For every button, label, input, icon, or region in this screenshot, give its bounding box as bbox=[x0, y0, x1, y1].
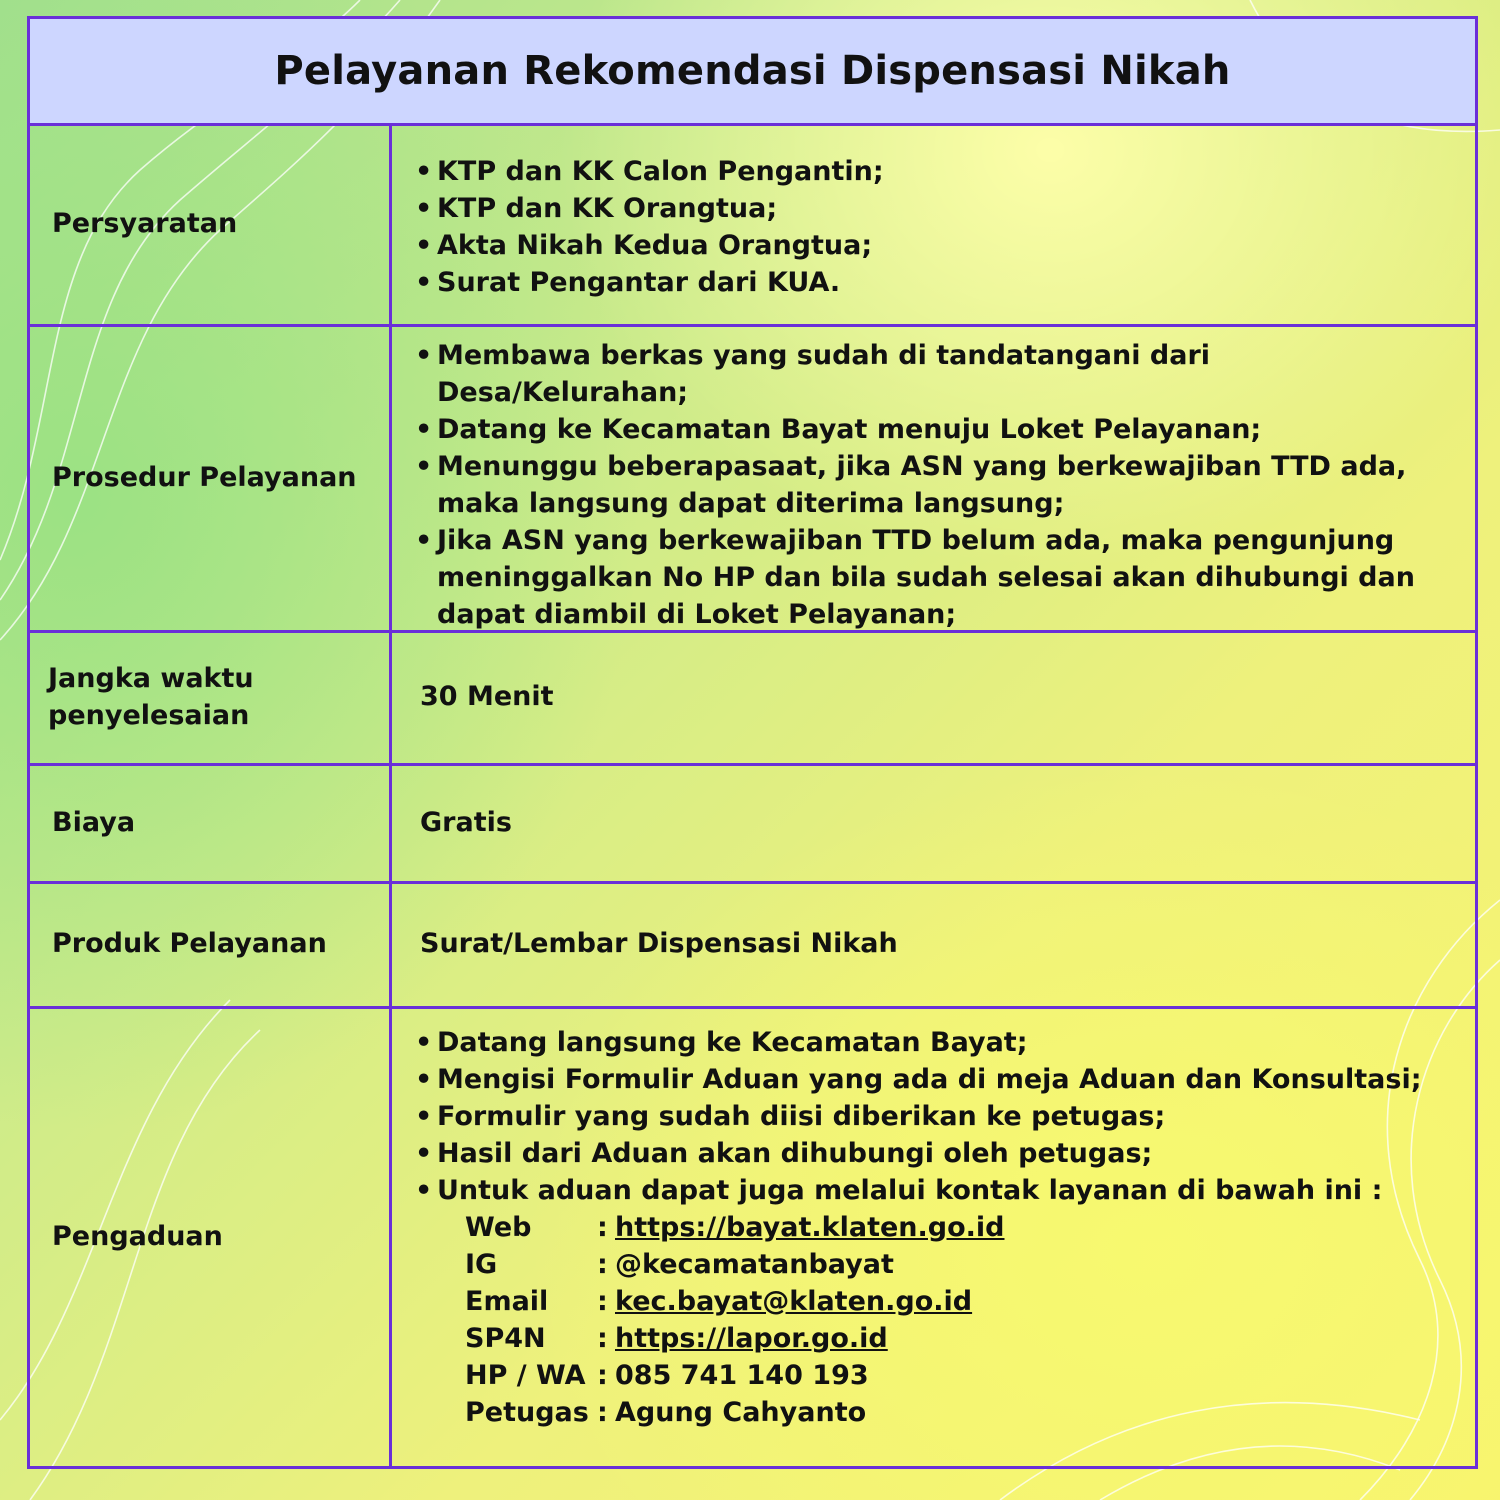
row-value-jangka-waktu bbox=[395, 630, 1475, 763]
list-item: • Akta Nikah Kedua Orangtua; bbox=[415, 227, 1455, 264]
row-label-jangka-waktu: Jangka waktu penyelesaian bbox=[30, 630, 392, 763]
contact-row-web bbox=[465, 1209, 1005, 1246]
title-row bbox=[30, 19, 1475, 126]
contact-separator: : bbox=[597, 1323, 608, 1354]
contact-row-sp4n bbox=[465, 1320, 1005, 1357]
bullet-icon: • bbox=[415, 1101, 433, 1132]
contact-separator: : bbox=[597, 1360, 608, 1391]
page-title: Pelayanan Rekomendasi Dispensasi Nikah bbox=[274, 48, 1231, 94]
cost-value: Gratis bbox=[420, 806, 512, 838]
list-item: • Datang langsung ke Kecamatan Bayat; bbox=[415, 1024, 1455, 1061]
list-item: • Menunggu beberapasaat, jika ASN yang berkewajiban TTD ada, maka langsung dapat diterima langsung; bbox=[415, 448, 1455, 522]
list-item: • Untuk aduan dapat juga melalui kontak layanan di bawah ini : bbox=[415, 1172, 1455, 1209]
service-info-table bbox=[27, 16, 1478, 1469]
instagram-handle: @kecamatanbayat bbox=[615, 1249, 894, 1280]
row-pengaduan bbox=[30, 1006, 1475, 1466]
bullet-icon: • bbox=[415, 230, 433, 261]
officer-name: Agung Cahyanto bbox=[615, 1397, 867, 1428]
bullet-icon: • bbox=[415, 193, 433, 224]
row-jangka-waktu bbox=[30, 630, 1475, 766]
row-value-pengaduan bbox=[395, 1006, 1475, 1466]
bullet-icon: • bbox=[415, 340, 433, 371]
bullet-icon: • bbox=[415, 1175, 433, 1206]
contact-list bbox=[465, 1209, 1005, 1431]
list-item: • Mengisi Formulir Aduan yang ada di meja Aduan dan Konsultasi; bbox=[415, 1061, 1455, 1098]
row-value-biaya bbox=[395, 763, 1475, 881]
bullet-icon: • bbox=[415, 267, 433, 298]
row-label-pengaduan: Pengaduan bbox=[30, 1006, 392, 1466]
row-persyaratan bbox=[30, 123, 1475, 327]
list-item: • KTP dan KK Calon Pengantin; bbox=[415, 153, 1455, 190]
contact-separator: : bbox=[597, 1397, 608, 1428]
contact-key: Email bbox=[465, 1286, 549, 1317]
bullet-icon: • bbox=[415, 451, 433, 482]
row-biaya bbox=[30, 763, 1475, 884]
product-value: Surat/Lembar Dispensasi Nikah bbox=[420, 928, 898, 959]
row-produk bbox=[30, 881, 1475, 1009]
phone-number: 085 741 140 193 bbox=[615, 1360, 869, 1391]
contact-row-hp-wa bbox=[465, 1357, 1005, 1394]
duration-value: 30 Menit bbox=[420, 681, 554, 712]
list-item: • Formulir yang sudah diisi diberikan ke petugas; bbox=[415, 1098, 1455, 1135]
list-item: • Datang ke Kecamatan Bayat menuju Loket Pelayanan; bbox=[415, 411, 1455, 448]
contact-row-petugas bbox=[465, 1394, 1005, 1431]
contact-row-email bbox=[465, 1283, 1005, 1320]
contact-key: SP4N bbox=[465, 1323, 546, 1354]
contact-separator: : bbox=[597, 1212, 608, 1243]
row-value-prosedur bbox=[395, 324, 1475, 630]
bullet-icon: • bbox=[415, 1027, 433, 1058]
contact-key: HP / WA bbox=[465, 1360, 586, 1391]
row-value-produk bbox=[395, 881, 1475, 1006]
bullet-icon: • bbox=[415, 414, 433, 445]
list-item: • Hasil dari Aduan akan dihubungi oleh petugas; bbox=[415, 1135, 1455, 1172]
list-item: • Jika ASN yang berkewajiban TTD belum ada, maka pengunjung meninggalkan No HP dan bila sudah selesai akan dihubungi dan dapat diambil di Loket Pelayanan; bbox=[415, 522, 1455, 633]
list-item: • KTP dan KK Orangtua; bbox=[415, 190, 1455, 227]
contact-key: Petugas bbox=[465, 1397, 589, 1428]
bullet-icon: • bbox=[415, 156, 433, 187]
contact-separator: : bbox=[597, 1286, 608, 1317]
contact-separator: : bbox=[597, 1249, 608, 1280]
bullet-icon: • bbox=[415, 1064, 433, 1095]
bullet-icon: • bbox=[415, 1138, 433, 1169]
row-label-prosedur: Prosedur Pelayanan bbox=[30, 324, 392, 630]
row-value-persyaratan bbox=[395, 123, 1475, 324]
list-item: • Surat Pengantar dari KUA. bbox=[415, 264, 1455, 301]
sp4n-link[interactable]: https://lapor.go.id bbox=[615, 1323, 888, 1354]
bullet-icon: • bbox=[415, 525, 433, 556]
row-prosedur bbox=[30, 324, 1475, 633]
contact-key: IG bbox=[465, 1249, 498, 1280]
email-link[interactable]: kec.bayat@klaten.go.id bbox=[615, 1286, 973, 1317]
row-label-persyaratan: Persyaratan bbox=[30, 123, 392, 324]
contact-key: Web bbox=[465, 1212, 532, 1243]
web-link[interactable]: https://bayat.klaten.go.id bbox=[615, 1212, 1005, 1243]
row-label-produk: Produk Pelayanan bbox=[30, 881, 392, 1006]
row-label-biaya: Biaya bbox=[30, 763, 392, 881]
contact-row-ig bbox=[465, 1246, 1005, 1283]
list-item: • Membawa berkas yang sudah di tandatangani dari Desa/Kelurahan; bbox=[415, 337, 1455, 411]
